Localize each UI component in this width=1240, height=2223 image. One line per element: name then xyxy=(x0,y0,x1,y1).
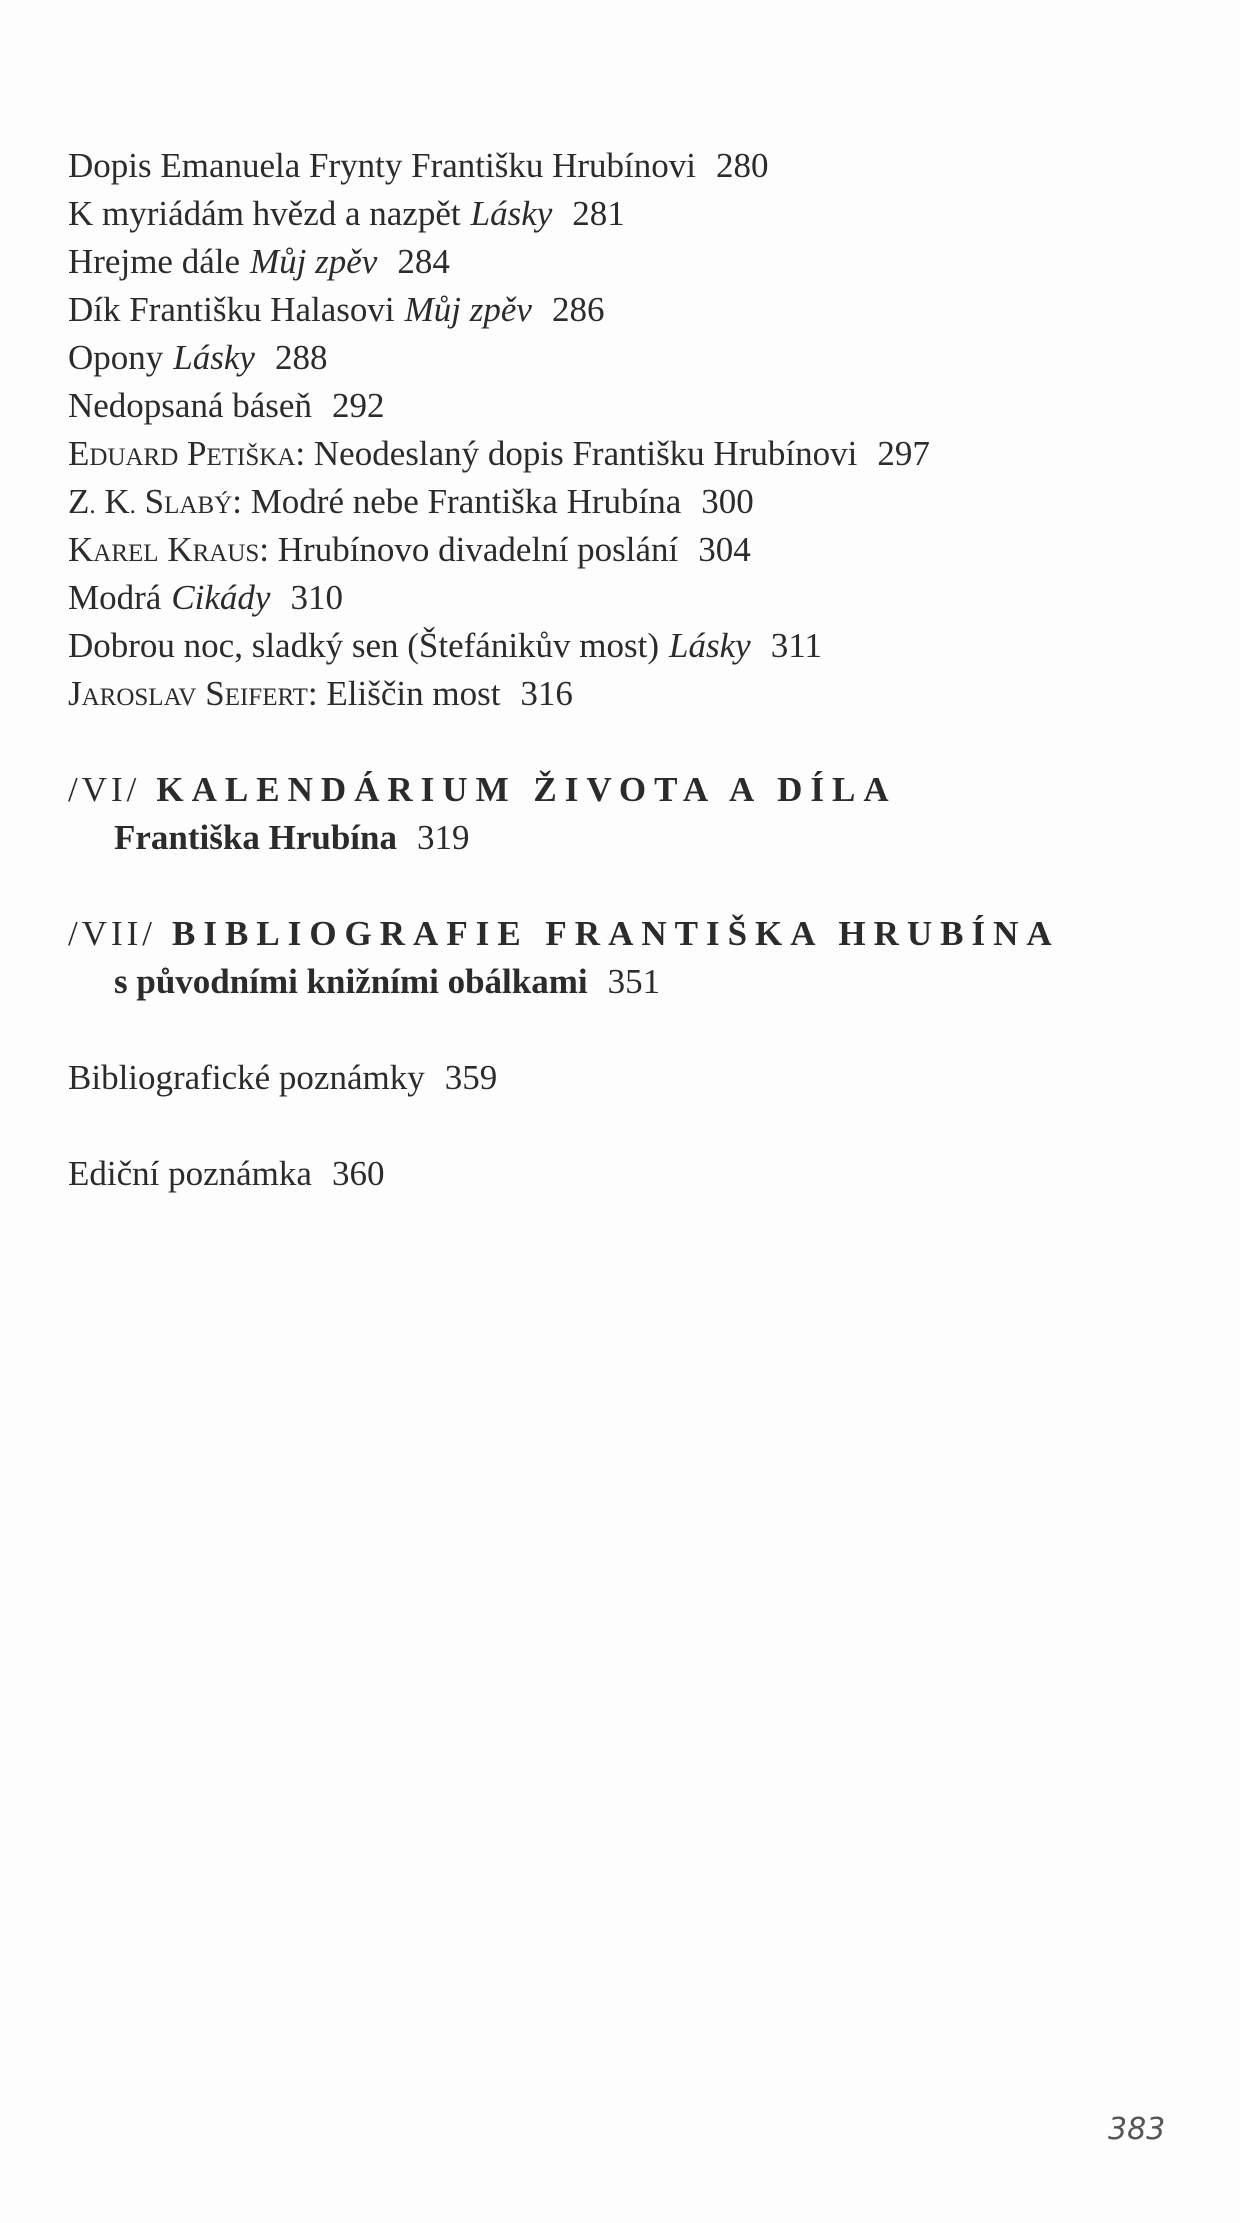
section-title: KALENDÁRIUM ŽIVOTA A DÍLA xyxy=(156,770,897,809)
entry-source: Lásky xyxy=(173,338,255,377)
toc-entry xyxy=(68,142,1188,190)
section-subtitle: s původními knižními obálkami xyxy=(114,962,588,1001)
section-number: /VI/ xyxy=(68,770,141,809)
entry-title: Hrejme dále xyxy=(68,242,240,281)
section-vi xyxy=(68,766,1188,862)
entry-page: 284 xyxy=(397,242,450,281)
entry-source: Můj zpěv xyxy=(250,242,378,281)
toc-entry: JAROSLAV SEIFERT: Eliščin most 316 xyxy=(68,674,573,713)
entry-title: Modré nebe Františka Hrubína xyxy=(250,482,682,521)
entry-page: 304 xyxy=(698,530,751,569)
entry-title: Eliščin most xyxy=(326,674,501,713)
editorial-note-entry xyxy=(68,1150,384,1198)
entry-source: Lásky xyxy=(470,194,553,233)
toc-entry xyxy=(68,574,1188,622)
entry-title: Modrá xyxy=(68,578,162,617)
section-subtitle-line xyxy=(68,958,1188,1006)
toc-entry: Z. K. SLABÝ: Modré nebe Františka Hrubína 300 xyxy=(68,482,754,521)
entry-author: Z. K. SLABÝ xyxy=(68,482,233,521)
entry-title: Dopis Emanuela Frynty Františku Hrubínovi xyxy=(68,146,697,185)
entry-source: Cikády xyxy=(171,578,271,617)
entry-page: 311 xyxy=(770,626,822,665)
entry-title: Dobrou noc, sladký sen (Štefánikův most) xyxy=(68,626,660,665)
bibliographic-notes-entry xyxy=(68,1054,497,1102)
entry-page: 359 xyxy=(444,1058,498,1097)
toc-entry xyxy=(68,382,1188,430)
entry-page: 297 xyxy=(877,434,930,473)
entry-title: Nedopsaná báseň xyxy=(68,386,312,425)
entry-page: 316 xyxy=(520,674,573,713)
section-subtitle: Františka Hrubína xyxy=(114,818,397,857)
toc-entry xyxy=(68,622,1188,670)
section-number: /VII/ xyxy=(68,914,157,953)
entry-page: 286 xyxy=(551,290,605,329)
entry-page: 280 xyxy=(716,146,769,185)
entry-title: K myriádám hvězd a nazpět xyxy=(68,194,461,233)
section-subtitle-line xyxy=(68,814,1188,862)
entry-source: Můj zpěv xyxy=(404,290,532,329)
toc-entry xyxy=(68,238,1188,286)
toc-entries xyxy=(68,142,1188,718)
entry-title: Dík Františku Halasovi xyxy=(68,290,395,329)
entry-title: Ediční poznámka xyxy=(68,1154,312,1193)
toc-entry: KAREL KRAUS: Hrubínovo divadelní poslání 304 xyxy=(68,530,751,569)
entry-source: Lásky xyxy=(669,626,751,665)
entry-page: 292 xyxy=(331,386,385,425)
entry-title: Neodeslaný dopis Františku Hrubínovi xyxy=(313,434,858,473)
section-page: 319 xyxy=(416,818,470,857)
entry-page: 300 xyxy=(701,482,754,521)
entry-author: KAREL KRAUS xyxy=(68,530,260,569)
section-heading xyxy=(68,910,1188,958)
section-title: BIBLIOGRAFIE FRANTIŠKA HRUBÍNA xyxy=(172,914,1060,953)
toc-entry xyxy=(68,334,1188,382)
entry-page: 310 xyxy=(290,578,343,617)
toc-entry: EDUARD PETIŠKA: Neodeslaný dopis Františku Hrubínovi 297 xyxy=(68,434,930,473)
entry-page: 288 xyxy=(274,338,328,377)
section-vii xyxy=(68,910,1188,1006)
entry-title: Bibliografické poznámky xyxy=(68,1058,425,1097)
section-page: 351 xyxy=(607,962,661,1001)
entry-author: JAROSLAV SEIFERT xyxy=(68,674,308,713)
toc-entry xyxy=(68,286,1188,334)
entry-page: 360 xyxy=(331,1154,385,1193)
entry-title: Opony xyxy=(68,338,164,377)
page-number: 383 xyxy=(1108,2112,1166,2147)
section-heading xyxy=(68,766,1188,814)
entry-page: 281 xyxy=(572,194,625,233)
entry-title: Hrubínovo divadelní poslání xyxy=(277,530,679,569)
entry-author: EDUARD PETIŠKA xyxy=(68,434,296,473)
toc-entry xyxy=(68,190,1188,238)
